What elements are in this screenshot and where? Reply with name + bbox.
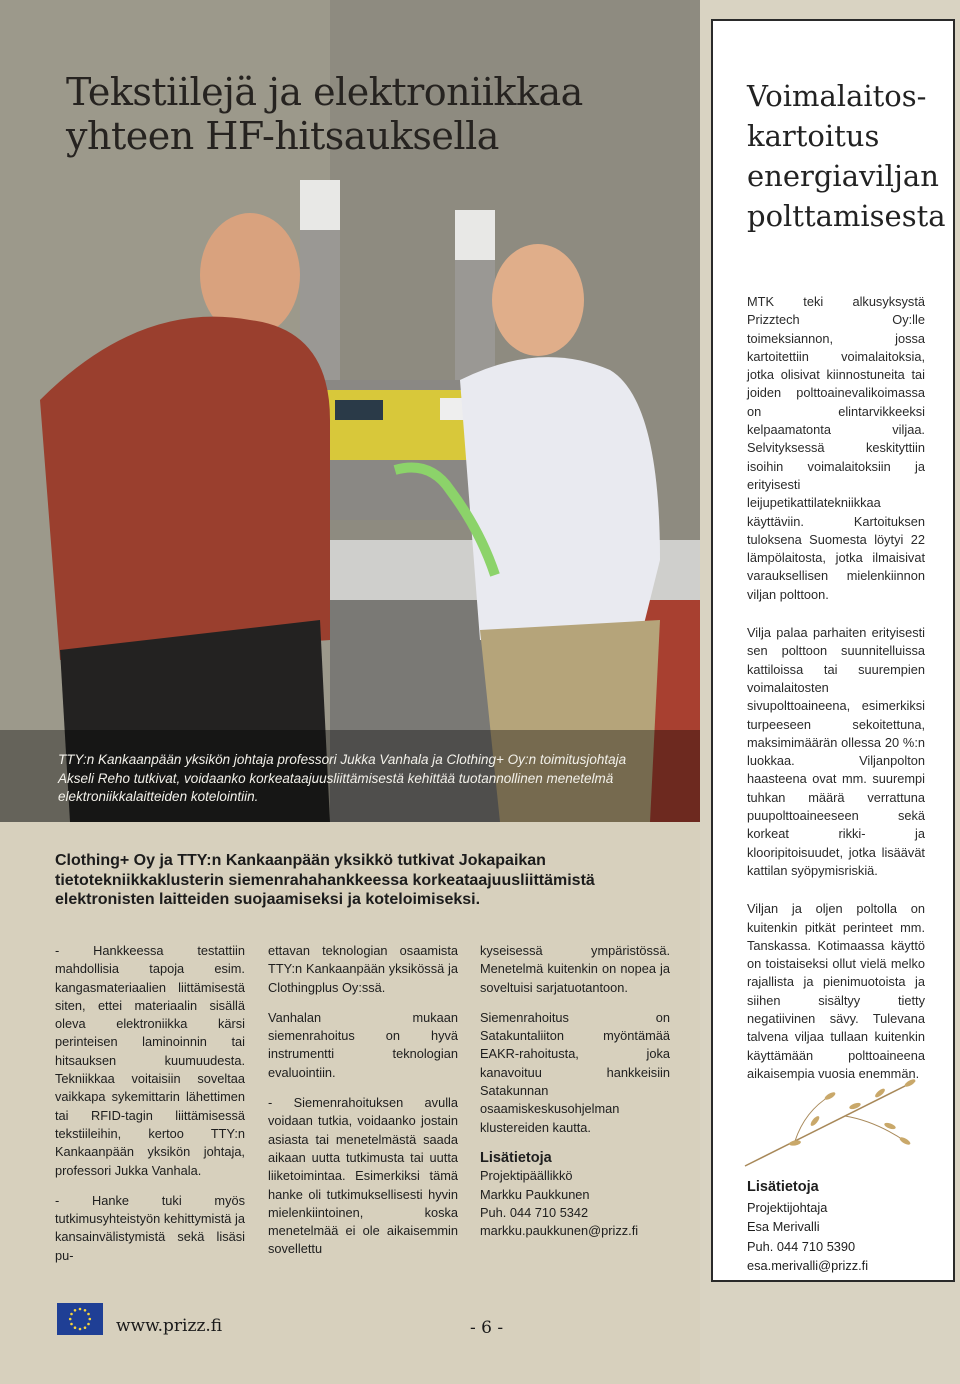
article-column-3: [480, 942, 670, 1240]
contact-role: Projektijohtaja: [747, 1199, 828, 1215]
page-number: - 6 -: [470, 1318, 504, 1338]
paragraph: Viljan ja oljen poltolla on kuitenkin pitkät perinteet mm. Tanskassa. Kotimaassa käyttö on toistaiseksi ollut vielä melko rajallista ja pienimuotoista ja siihen sisältyy tietty negatiivinen sävy. Tulevana talvena viljaa tullaan kuitenkin käyttämään polttoaineena aikaisempia vuosia enemmän.: [747, 901, 925, 1081]
paragraph: - Hanke tuki myös tutkimusyhteistyön kehittymistä ja kansainvälistymistä sekä lisäsi pu-: [55, 1192, 245, 1263]
paragraph: Vilja palaa parhaiten erityisesti sen polttoon suunnitelluissa kattiloissa tai suurempien voimalaitosten sivupolttoaineena, esimerkiksi turpeeseen sekoitettuna, maksimimäärän ollessa 20 %:n luokkaa. Viljanpolton haasteena ovat mm. suurempi tuhkan määrä verrattuna puupolttoaineeseen sekä korkeat rikki- ja klooripitoisuudet, jotka lisäävät kattilan syöpymisriskiä.: [747, 625, 925, 878]
paragraph: ettavan teknologian osaamista TTY:n Kankaanpään yksikössä ja Clothingplus Oy:ssä.: [268, 943, 458, 995]
contact-email[interactable]: esa.merivalli@prizz.fi: [747, 1258, 869, 1273]
eu-flag-icon: [57, 1303, 103, 1335]
paragraph: - Hankkeessa testattiin mahdollisia tapoja esim. kangasmateriaalien liittämisestä siten, ettei materiaalin sisällä oleva elektroniikka kärsi perinteisen laminoinnin tai hitsauksen kuumuudesta. Tekniikkaa voitaisiin soveltaa vaikkapa sykemittarin lähettimen tai RFID-tagin liittämisessä tekstiileihin, kertoo TTY:n Kankaanpään yksikön johtaja, professori Jukka Vanhala.: [55, 943, 245, 1178]
contact-name: Esa Merivalli: [747, 1219, 820, 1234]
contact-role: Projektipäällikkö: [480, 1168, 573, 1184]
article-column-1: [55, 942, 245, 1277]
main-title: Tekstiilejä ja elektroniikkaa yhteen HF-hitsauksella: [66, 70, 583, 158]
contact-email[interactable]: markku.paukkunen@prizz.fi: [480, 1223, 639, 1239]
article-column-2: [268, 942, 458, 1271]
contact-phone: Puh. 044 710 5342: [480, 1204, 589, 1220]
sidebar-text: [747, 293, 925, 1103]
paragraph: kyseisessä ympäristössä. Menetelmä kuitenkin on nopea ja soveltuisi sarjatuotantoon.: [480, 943, 670, 995]
photo-caption: TTY:n Kankaanpään yksikön johtaja professori Jukka Vanhala ja Clothing+ Oy:n toimitusjohtaja Akseli Reho tutkivat, voidaanko korkeataajuusliittämisestä kehittää tuotannollinen menetelmä elektroniikkalaitteiden kotelointiin.: [58, 752, 627, 804]
paragraph: MTK teki alkusyksystä Prizztech Oy:lle toimeksiannon, jossa kartoitettiin voimalaitoksia, jotka olisivat kiinnostuneita tai joiden polttoainevalikoimassa on elintarvikkeeksi kelpaamatonta viljaa. Selvityksessä keskityttiin isoihin voimalaitoksiin ja erityisesti leijupetikattilatekniikkaa käyttäviin. Kartoituksen tuloksena Suomesta löytyi 22 lämpölaitosta, jotka ilmaisivat varauksellisen mielenkiinnon viljan polttoon.: [747, 294, 925, 602]
article-photo: [0, 0, 700, 822]
contact-phone: Puh. 044 710 5390: [747, 1238, 856, 1254]
sidebar-title: Voimalaitos-kartoitus energiaviljan polttamisesta: [747, 79, 946, 233]
contact-block: [480, 1149, 670, 1240]
paragraph: Vanhalan mukaan siemenrahoitus on hyvä instrumentti teknologian evaluointiin.: [268, 1009, 458, 1080]
contact-name: Markku Paukkunen: [480, 1186, 590, 1202]
paragraph: - Siemenrahoituksen avulla voidaan tutkia, voidaanko jostain asiasta tai menetelmästä saada aikaan uutta tutkimusta tai uutta liiketoimintaa. Esimerkiksi tämä hanke oli tutkimuksellisesti hyvin mielenkiintoinen, koska menetelmää ei ole aikaisemmin sovellettu: [268, 1095, 458, 1257]
article-lead: Clothing+ Oy ja TTY:n Kankaanpään yksikkö tutkivat Jokapaikan tietotekniikkaklusterin siemenrahahankkeessa korkeataajuusliittämistä elektronisten laitteiden suojaamiseksi ja koteloimiseksi.: [55, 852, 595, 908]
contact-title: Lisätietoja: [480, 1149, 552, 1166]
sidebar-contact: [747, 1178, 927, 1276]
grain-illustration: [735, 1071, 925, 1171]
paragraph: Siemenrahoitus on Satakuntaliiton myöntämää EAKR-rahoitusta, joka kanavoituu hankkeisiin Satakunnan osaamiskeskusohjelman klustereiden kautta.: [480, 1009, 670, 1135]
footer-url[interactable]: www.prizz.fi: [116, 1316, 223, 1336]
contact-title: Lisätietoja: [747, 1179, 819, 1195]
sidebar-box: [711, 19, 955, 1282]
